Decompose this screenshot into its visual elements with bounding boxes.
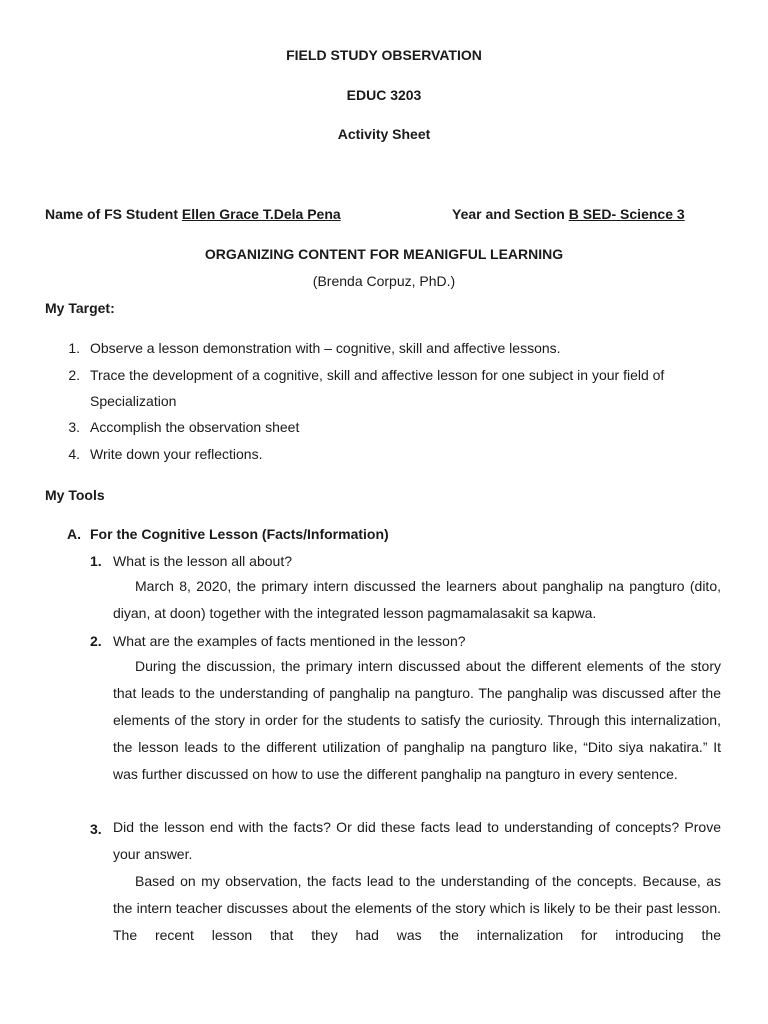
target-item-number: 4. — [68, 446, 80, 462]
target-item-text: Write down your reflections. — [90, 446, 263, 462]
sheet-title: Activity Sheet — [337, 126, 431, 142]
section-a-letter: A. — [67, 526, 81, 542]
target-item-number: 3. — [68, 419, 80, 435]
question-number: 2. — [90, 633, 102, 649]
target-item-text-continued: Specialization — [90, 393, 177, 409]
section-label: Year and Section — [452, 206, 565, 222]
student-name-label: Name of FS Student — [45, 206, 179, 222]
answer-text: March 8, 2020, the primary intern discussed the learners about panghalip na pangturo (dito, diyan, at doon) together with the integrated lesson pagmamalasakit sa kapwa. — [113, 578, 721, 621]
question-number: 3. — [90, 821, 102, 837]
answer-text: During the discussion, the primary intern discussed about the different elements of the story that leads to the understanding of panghalip na pangturo. The panghalip was discussed after the elements of the story in order for the students to satisfy the curiosity. Through this internalization, the lesson leads to the different utilization of panghalip na pangturo like, “Dito siya nakatira.” It was further discussed on how to use the different panghalip na pangturo in every sentence. — [113, 658, 721, 782]
target-item-text: Observe a lesson demonstration with – cognitive, skill and affective lessons. — [90, 340, 561, 356]
question-text: What is the lesson all about? — [113, 553, 292, 569]
target-heading: My Target: — [45, 300, 115, 316]
target-item-number: 2. — [68, 367, 80, 383]
topic-author: (Brenda Corpuz, PhD.) — [312, 273, 456, 289]
document-title: FIELD STUDY OBSERVATION — [286, 47, 482, 63]
answer-text: Based on my observation, the facts lead to the understanding of the concepts. Because, as the intern teacher discusses about the elements of the story which is likely to be their past lesson. The recent lesson that they had was the internalization for introducing the — [113, 873, 721, 943]
section-value: B SED- Science 3 — [568, 206, 685, 222]
tools-heading: My Tools — [45, 487, 105, 503]
question-number: 1. — [90, 553, 102, 569]
target-item-text: Trace the development of a cognitive, skill and affective lesson for one subject in your field of — [90, 367, 665, 383]
student-name-value: Ellen Grace T.Dela Pena — [181, 206, 341, 222]
section-a-title: For the Cognitive Lesson (Facts/Information) — [90, 526, 389, 542]
course-code: EDUC 3203 — [346, 87, 422, 103]
target-item-text: Accomplish the observation sheet — [90, 419, 300, 435]
section-row — [452, 206, 685, 222]
student-name-row — [45, 206, 341, 222]
question-text: What are the examples of facts mentioned in the lesson? — [113, 633, 466, 649]
target-item-number: 1. — [68, 340, 80, 356]
question-text: Did the lesson end with the facts? Or did these facts lead to understanding of concepts? Prove your answer. — [113, 819, 721, 862]
topic-title: ORGANIZING CONTENT FOR MEANIGFUL LEARNING — [204, 246, 564, 262]
